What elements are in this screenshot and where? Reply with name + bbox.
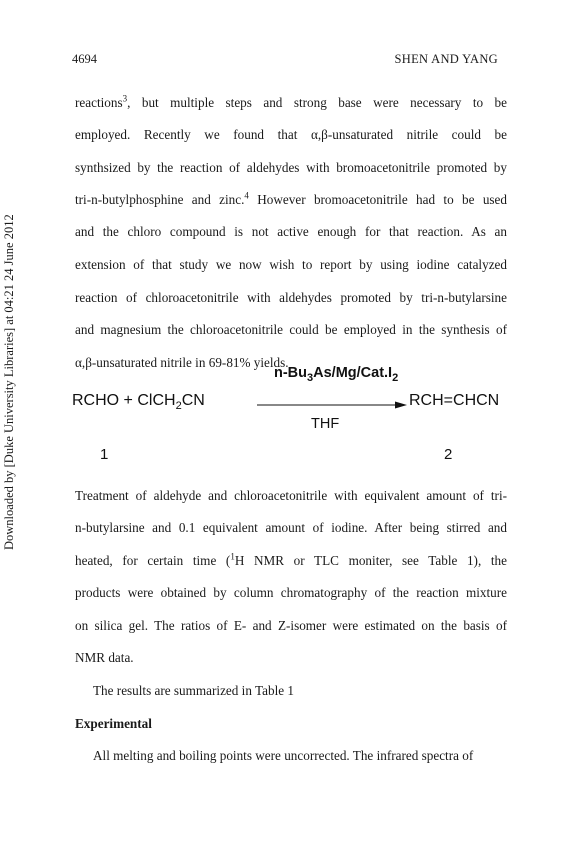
scheme-reagent: $n-Bu_3As/Mg/Cat.I_2$ [274,365,399,384]
text-line: reactions$^3$, but multiple steps and strong base were necessary to be [75,93,507,110]
text-line: n-butylarsine and 0.1 equivalent amount of iodine. After being stirred and [75,520,507,535]
text-line: employed. Recently we found that α,β-unsaturated nitrile could be [75,127,507,142]
text-line: products were obtained by column chromatography of the reaction mixture [75,585,507,600]
scheme-reactants: RCHO + ClCH$_2$CN [72,392,205,413]
citation-4: 4 [244,190,249,201]
scheme-solvent: THF [311,416,340,432]
superscript-1: 1 [230,551,235,562]
text-line: Treatment of aldehyde and chloroacetonitrile with equivalent amount of tri- [75,488,507,503]
text-line: and magnesium the chloroacetonitrile could be employed in the synthesis of [75,322,507,337]
compound-label-1: 1 [100,446,109,463]
running-head: SHEN AND YANG [394,52,498,66]
text-line: and the chloro compound is not active enough for that reaction. As an [75,224,507,239]
paragraph-summary: The results are summarized in Table 1 [93,683,294,698]
section-heading: Experimental [75,716,152,731]
page-number: 4694 [72,52,97,66]
text-line: on silica gel. The ratios of E- and Z-isomer were estimated on the basis of [75,618,507,633]
paragraph-experimental: All melting and boiling points were uncorrected. The infrared spectra of [93,748,474,763]
text-line: heated, for certain time ($^1$H NMR or TLC moniter, see Table 1), the [75,551,507,568]
text-line: tri-n-butylphosphine and zinc.$^4$ However bromoacetonitrile had to be used [75,190,508,207]
scheme-product: RCH=CHCN [409,392,500,409]
text-line: α,β-unsaturated nitrile in 69-81% yields. [75,355,289,370]
download-notice: Downloaded by [Duke University Libraries] at 04:21 24 June 2012 [2,214,16,551]
citation-3: 3 [122,93,128,104]
text-line: synthsized by the reaction of aldehydes with bromoacetonitrile promoted by [75,160,507,175]
reaction-arrow-icon [257,401,407,409]
text-line: NMR data. [75,650,134,665]
compound-label-2: 2 [444,446,453,463]
text-line: reaction of chloroacetonitrile with aldehydes promoted by tri-n-butylarsine [75,290,507,305]
text-line: extension of that study we now wish to report by using iodine catalyzed [75,257,507,272]
